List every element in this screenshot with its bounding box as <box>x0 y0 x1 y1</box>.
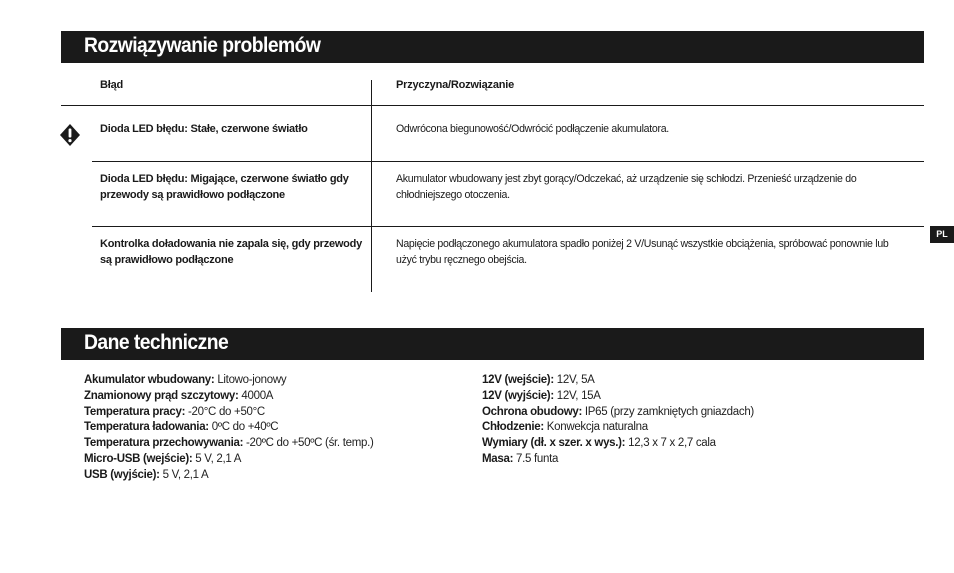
table-column-divider <box>371 80 372 292</box>
spec-value: 12V, 15A <box>553 389 601 402</box>
spec-value: 5 V, 2,1 A <box>159 468 209 481</box>
spec-item <box>482 420 754 436</box>
spec-item <box>482 452 754 468</box>
spec-item <box>84 405 374 421</box>
spec-value: Konwekcja naturalna <box>543 421 648 434</box>
cause-cell-1: Odwrócona biegunowość/Odwrócić podłączenie akumulatora. <box>396 123 669 135</box>
spec-label: Temperatura pracy: <box>84 405 186 418</box>
spec-item <box>482 405 754 421</box>
table-row-divider <box>92 161 924 162</box>
spec-value: -20ºC do +50ºC (śr. temp.) <box>243 437 374 450</box>
spec-label: 12V (wyjście): <box>482 389 554 402</box>
specs-header <box>61 328 924 360</box>
spec-label: Micro-USB (wejście): <box>84 452 193 465</box>
spec-item <box>84 389 374 405</box>
spec-item <box>84 420 374 436</box>
spec-value: IP65 (przy zamkniętych gniazdach) <box>581 405 754 418</box>
spec-label: Temperatura ładowania: <box>84 421 209 434</box>
spec-value: 4000A <box>238 389 274 402</box>
spec-item <box>84 436 374 452</box>
table-row-divider <box>92 226 924 227</box>
error-cell-3: Kontrolka doładowania nie zapala się, gdy przewody są prawidłowo podłączone <box>100 238 362 266</box>
spec-label: Ochrona obudowy: <box>482 405 582 418</box>
language-badge: PL <box>930 226 954 243</box>
spec-label: Wymiary (dł. x szer. x wys.): <box>482 437 626 450</box>
specs-column-right <box>482 373 754 468</box>
spec-label: Akumulator wbudowany: <box>84 374 215 386</box>
specs-column-left <box>84 373 374 484</box>
spec-value: 7.5 funta <box>513 452 559 465</box>
spec-item <box>84 452 374 468</box>
cause-cell-2: Akumulator wbudowany jest zbyt gorący/Odczekać, aż urządzenie się schłodzi. Przenieść urządzenie do chłodniejszego otoczenia. <box>396 173 857 201</box>
spec-value: Litowo-jonowy <box>214 374 287 386</box>
spec-value: -20°C do +50°C <box>185 405 265 418</box>
spec-value: 12V, 5A <box>553 374 595 386</box>
error-cell-1: Dioda LED błędu: Stałe, czerwone światło <box>100 123 308 135</box>
spec-item <box>482 436 754 452</box>
spec-item <box>84 373 374 389</box>
spec-item <box>482 389 754 405</box>
table-header-divider <box>61 105 924 106</box>
specs-title: Dane techniczne <box>84 331 229 354</box>
spec-item <box>84 468 374 484</box>
troubleshooting-title: Rozwiązywanie problemów <box>84 34 321 57</box>
spec-label: Masa: <box>482 452 514 465</box>
column-header-cause: Przyczyna/Rozwiązanie <box>396 79 515 91</box>
spec-label: 12V (wejście): <box>482 374 554 386</box>
cause-cell-3: Napięcie podłączonego akumulatora spadło poniżej 2 V/Usunąć wszystkie obciążenia, spróbować ponownie lub użyć trybu ręcznego obejścia. <box>396 238 889 266</box>
spec-label: Temperatura przechowywania: <box>84 437 244 450</box>
spec-label: Znamionowy prąd szczytowy: <box>84 389 239 402</box>
warning-icon <box>59 123 81 147</box>
error-cell-2: Dioda LED błędu: Migające, czerwone światło gdy przewody są prawidłowo podłączone <box>100 173 349 201</box>
troubleshooting-header <box>61 31 924 63</box>
spec-item <box>482 373 754 389</box>
spec-label: USB (wyjście): <box>84 468 160 481</box>
spec-value: 0ºC do +40ºC <box>208 421 279 434</box>
spec-label: Chłodzenie: <box>482 421 544 434</box>
spec-value: 12,3 x 7 x 2,7 cala <box>625 437 716 450</box>
spec-value: 5 V, 2,1 A <box>192 452 242 465</box>
column-header-error: Błąd <box>100 79 124 91</box>
